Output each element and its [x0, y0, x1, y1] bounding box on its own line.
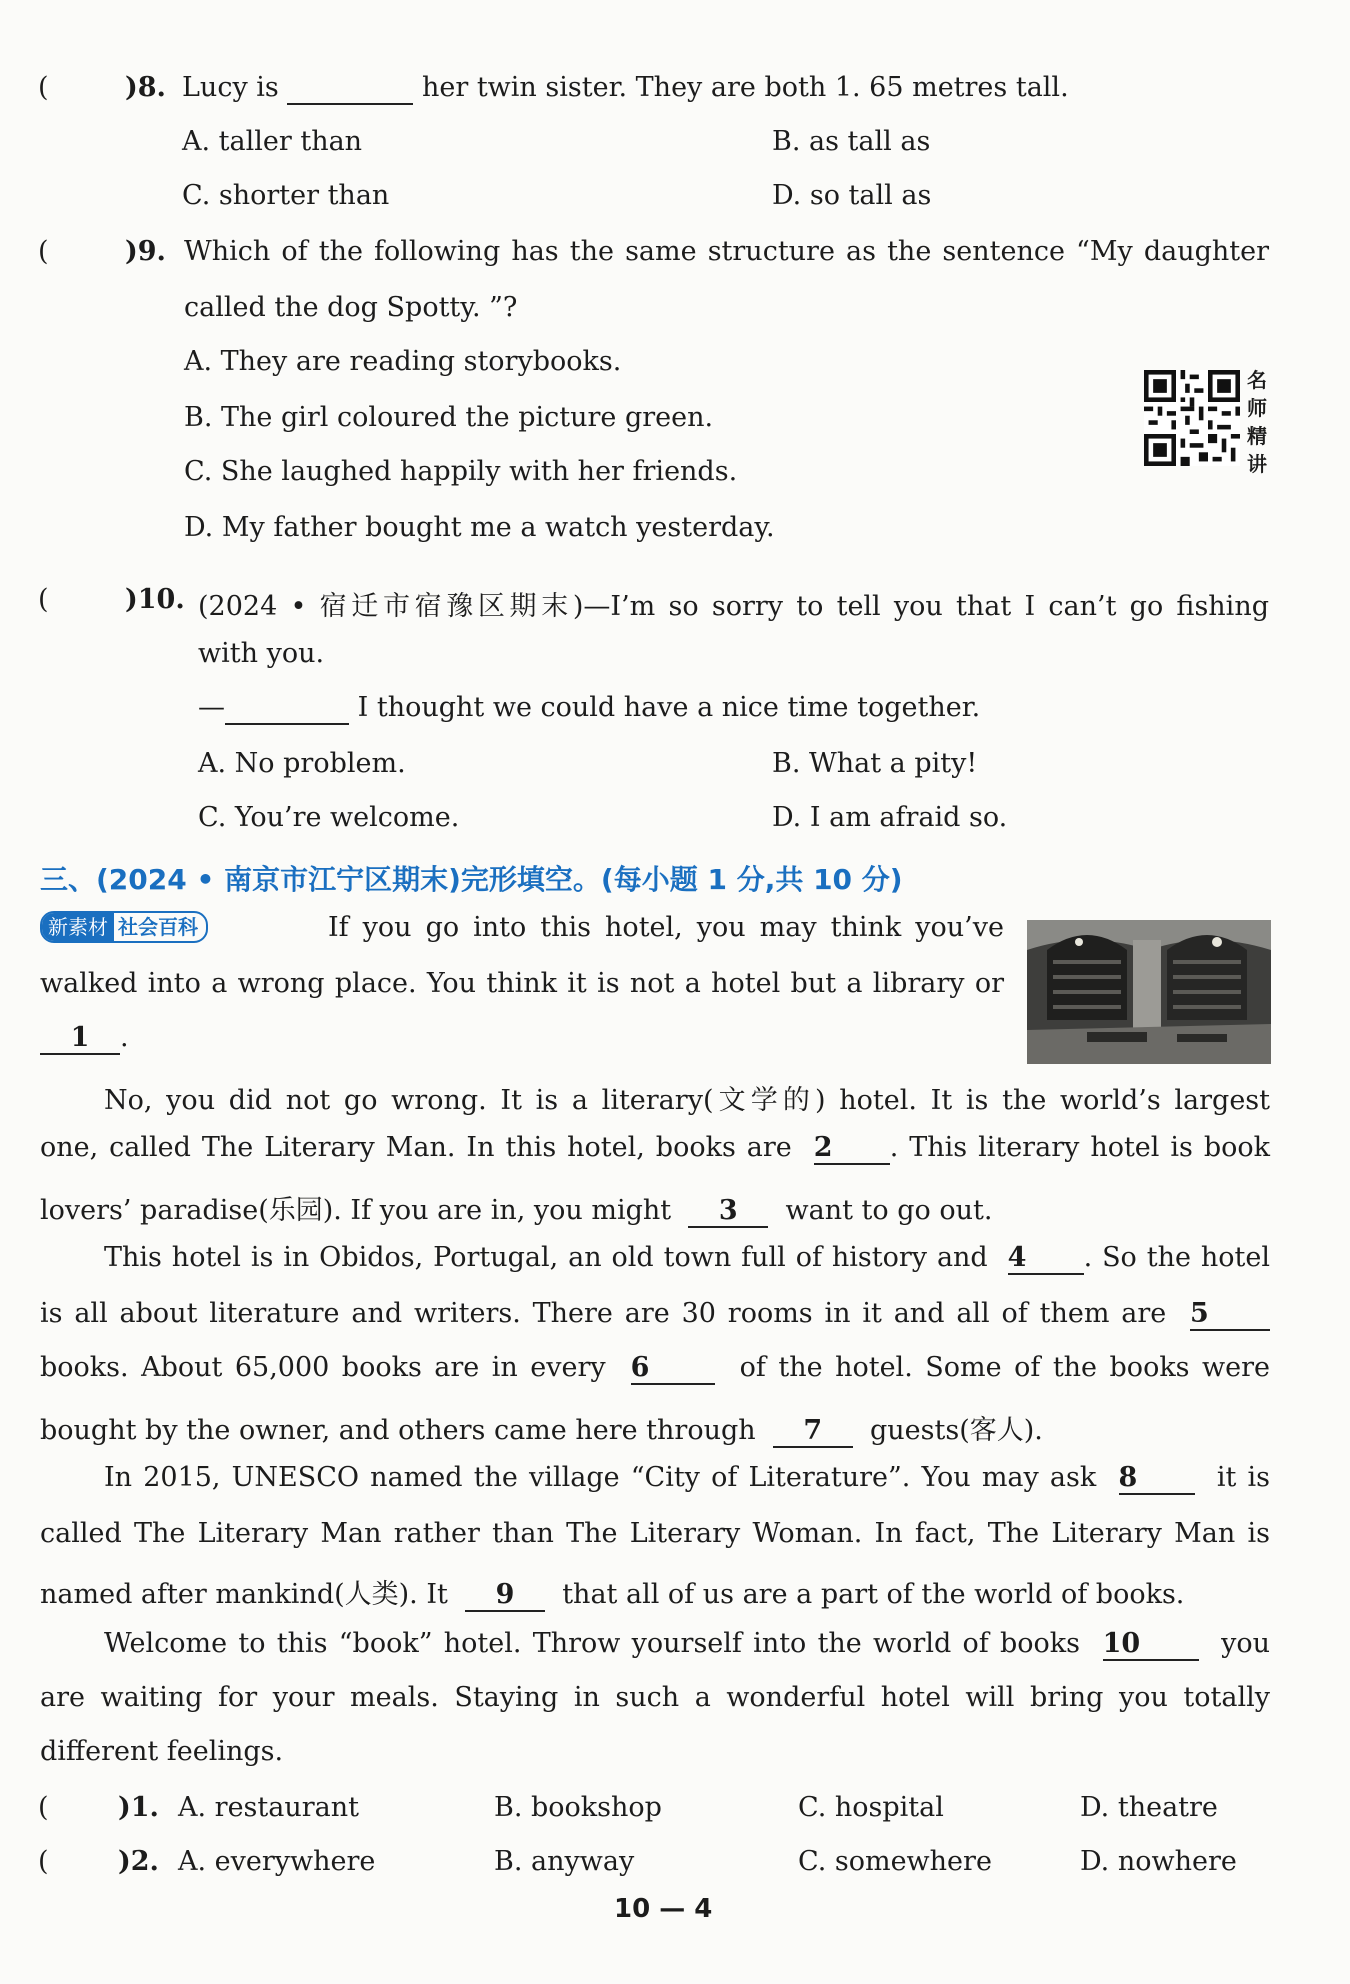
cloze-q2-option-d[interactable]: D. nowhere — [1080, 1846, 1237, 1877]
qr-label: 名 师 精 讲 — [1247, 368, 1267, 476]
q8-blank[interactable] — [287, 73, 413, 105]
qr-code-icon[interactable] — [1144, 370, 1240, 466]
q9-option-c[interactable]: C. She laughed happily with her friends. — [184, 456, 738, 487]
passage-p5-line1: Welcome to this “book” hotel. Throw yourself into the world of books 10 you — [104, 1628, 1270, 1659]
cloze-q2-option-b[interactable]: B. anyway — [494, 1846, 635, 1877]
passage-p1-line2: walked into a wrong place. You think it is not a hotel but a library or — [40, 968, 1004, 999]
passage-p4-line1: In 2015, UNESCO named the village “City of Literature”. You may ask 8 it is — [104, 1462, 1270, 1493]
cloze-q1-option-d[interactable]: D. theatre — [1080, 1792, 1218, 1823]
passage-p5-line2: are waiting for your meals. Staying in such a wonderful hotel will bring you totally — [40, 1682, 1270, 1713]
material-tag — [40, 910, 208, 943]
q10-number: )10. — [125, 584, 185, 615]
cloze-q1-number: )1. — [118, 1792, 159, 1823]
q8-option-b[interactable]: B. as tall as — [772, 126, 931, 157]
passage-p3-line4: bought by the owner, and others came here through 7 guests(客人). — [40, 1415, 1043, 1446]
passage-p3-line1: This hotel is in Obidos, Portugal, an old town full of history and 4 . So the hotel — [104, 1242, 1270, 1273]
answer-paren-c1: ( — [38, 1792, 49, 1823]
passage-p3-line2: is all about literature and writers. There are 30 rooms in it and all of them are 5 — [40, 1298, 1270, 1331]
passage-p4-line2: called The Literary Man rather than The Literary Woman. In fact, The Literary Man is — [40, 1518, 1270, 1549]
cloze-blank-2[interactable]: 2 — [814, 1133, 890, 1165]
q10-option-b[interactable]: B. What a pity! — [772, 748, 978, 779]
cloze-blank-6[interactable]: 6 — [631, 1353, 715, 1385]
cloze-q1-option-b[interactable]: B. bookshop — [494, 1792, 662, 1823]
q10-option-d[interactable]: D. I am afraid so. — [772, 802, 1008, 833]
q9-stem-line1: Which of the following has the same structure as the sentence “My daughter — [184, 236, 1269, 267]
cloze-blank-5[interactable]: 5 — [1190, 1299, 1270, 1331]
tag-topic: 社会百科 — [118, 914, 198, 939]
q9-option-d[interactable]: D. My father bought me a watch yesterday. — [184, 512, 775, 543]
cloze-blank-7[interactable]: 7 — [773, 1416, 853, 1448]
q9-number: )9. — [125, 236, 166, 267]
q9-option-a[interactable]: A. They are reading storybooks. — [184, 346, 622, 377]
q10-stem-line2: with you. — [198, 638, 325, 669]
q10-option-a[interactable]: A. No problem. — [198, 748, 406, 779]
cloze-blank-8[interactable]: 8 — [1119, 1463, 1195, 1495]
answer-paren-c2: ( — [38, 1846, 49, 1877]
answer-paren-q10: ( — [38, 584, 49, 615]
cloze-blank-4[interactable]: 4 — [1008, 1243, 1084, 1275]
passage-p4-line3: named after mankind(人类). It 9 that all of us are a part of the world of books. — [40, 1579, 1185, 1610]
answer-paren-q9: ( — [38, 236, 49, 267]
q9-stem-line2: called the dog Spotty. ”? — [184, 292, 518, 323]
q10-stem-line1: (2024 • 宿迁市宿豫区期末)—I’m so sorry to tell you that I can’t go fishing — [198, 591, 1269, 622]
tag-new-material: 新素材 — [42, 913, 114, 941]
cloze-q2-option-a[interactable]: A. everywhere — [178, 1846, 376, 1877]
hotel-photo-illustration — [1027, 920, 1271, 1064]
passage-p2-line2: one, called The Literary Man. In this hotel, books are 2 . This literary hotel is book — [40, 1132, 1270, 1163]
q8-number: )8. — [125, 72, 166, 103]
q10-option-c[interactable]: C. You’re welcome. — [198, 802, 460, 833]
cloze-q1-option-c[interactable]: C. hospital — [798, 1792, 944, 1823]
q8-option-c[interactable]: C. shorter than — [182, 180, 390, 211]
page-number: 10 — 4 — [614, 1894, 713, 1924]
q8-option-d[interactable]: D. so tall as — [772, 180, 932, 211]
cloze-q2-option-c[interactable]: C. somewhere — [798, 1846, 992, 1877]
q9-option-b[interactable]: B. The girl coloured the picture green. — [184, 402, 714, 433]
answer-paren-q8: ( — [38, 72, 49, 103]
cloze-blank-3[interactable]: 3 — [688, 1196, 768, 1228]
passage-p5-line3: different feelings. — [40, 1736, 284, 1767]
q8-stem: Lucy is her twin sister. They are both 1. 65 metres tall. — [182, 72, 1069, 103]
q10-blank[interactable] — [225, 693, 349, 725]
section-title: 三、(2024 • 南京市江宁区期末)完形填空。(每小题 1 分,共 10 分) — [40, 863, 903, 896]
cloze-blank-9[interactable]: 9 — [465, 1580, 545, 1612]
cloze-blank-1[interactable]: 1 — [40, 1023, 120, 1055]
cloze-q1-option-a[interactable]: A. restaurant — [178, 1792, 359, 1823]
q8-option-a[interactable]: A. taller than — [182, 126, 363, 157]
cloze-q2-number: )2. — [118, 1846, 159, 1877]
cloze-blank-10[interactable]: 10 — [1103, 1629, 1199, 1661]
passage-p3-line3: books. About 65,000 books are in every 6 of the hotel. Some of the books were — [40, 1352, 1270, 1383]
passage-p2-line1: No, you did not go wrong. It is a literary(文学的) hotel. It is the world’s largest — [104, 1085, 1270, 1116]
passage-p2-line3: lovers’ paradise(乐园). If you are in, you might 3 want to go out. — [40, 1195, 993, 1226]
passage-p1-line1: If you go into this hotel, you may think you’ve — [328, 912, 1004, 943]
hotel-library-photo — [1027, 920, 1271, 1064]
passage-p1-line3: 1 . — [40, 1022, 129, 1055]
q10-reply: — I thought we could have a nice time together. — [198, 692, 981, 723]
